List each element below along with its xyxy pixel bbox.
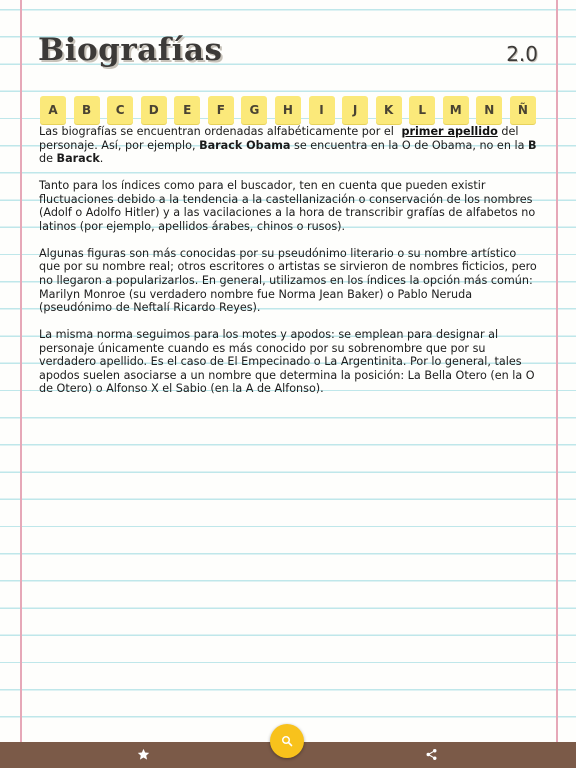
app-title: Biografías bbox=[38, 32, 223, 68]
letter-f[interactable]: F bbox=[208, 96, 234, 124]
text-fragment: de bbox=[39, 152, 57, 166]
bold-letter: B bbox=[528, 138, 537, 152]
letter-c[interactable]: C bbox=[107, 96, 133, 124]
text-fragment: del personaje. Así, por ejemplo, bbox=[39, 125, 519, 152]
search-icon bbox=[281, 732, 293, 751]
text-fragment: Las biografías se encuentran ordenadas alfabéticamente por el bbox=[39, 125, 398, 138]
info-text bbox=[39, 125, 539, 409]
star-icon[interactable] bbox=[137, 748, 150, 765]
letter-d[interactable]: D bbox=[141, 96, 167, 124]
letter-k[interactable]: K bbox=[376, 96, 402, 124]
letter-a[interactable]: A bbox=[40, 96, 66, 124]
letter-e[interactable]: E bbox=[174, 96, 200, 124]
paragraph-nicknames: La misma norma seguimos para los motes y apodos: se emplean para designar al personaje únicamente cuando es más conocido por su sobrenombre que por su verdadero apellido. Es el caso de El Empecinado o La Argentinita. Por lo general, tales apodos suelen asociarse a un nombre que determina la posición: La Bella Otero (en la O de Otero) o Alfonso X el Sabio (en la A de Alfonso). bbox=[39, 328, 535, 396]
letter-enye[interactable]: Ñ bbox=[510, 96, 536, 124]
paragraph-search-note: Tanto para los índices como para el buscador, ten en cuenta que pueden existir fluctuaciones debido a la tendencia a la castellanización o conservación de los nombres (Adolf o Adolfo Hitler) y a las vacilaciones a la hora de transcribir grafías de alfabetos no latinos (por ejemplo, apellidos árabes, chinos o rusos). bbox=[39, 179, 536, 233]
letter-m[interactable]: M bbox=[443, 96, 469, 124]
bold-name: Barack Obama bbox=[199, 138, 291, 152]
letter-i[interactable]: I bbox=[309, 96, 335, 124]
paragraph-pseudonyms: Algunas figuras son más conocidas por su pseudónimo literario o su nombre artístico que por su nombre real; otros escritores o artistas se sirvieron de nombres ficticios, pero no llegaron a popularizarlos. En general, utilizamos en los índices la opción más común: Marilyn Monroe (su verdadero nombre fue Norma Jean Baker) o Pablo Neruda (pseudónimo de Neftalí Ricardo Reyes). bbox=[39, 246, 537, 315]
letter-j[interactable]: J bbox=[342, 96, 368, 124]
paragraph-ordering bbox=[39, 125, 539, 166]
letter-b[interactable]: B bbox=[74, 96, 100, 124]
app-version: 2.0 bbox=[506, 42, 538, 66]
letter-g[interactable]: G bbox=[241, 96, 267, 124]
letter-n[interactable]: N bbox=[476, 96, 502, 124]
bold-name: Barack bbox=[56, 152, 100, 166]
share-icon[interactable] bbox=[425, 748, 438, 765]
text-fragment: se encuentra en la O de Obama, no en la bbox=[290, 138, 528, 152]
text-fragment: . bbox=[99, 152, 104, 166]
letter-l[interactable]: L bbox=[409, 96, 435, 124]
primer-apellido-link[interactable]: primer apellido bbox=[401, 125, 498, 138]
left-margin-line bbox=[20, 0, 22, 742]
letter-h[interactable]: H bbox=[275, 96, 301, 124]
search-button[interactable] bbox=[270, 724, 304, 758]
right-margin-line bbox=[556, 0, 558, 742]
alphabet-index bbox=[40, 96, 536, 124]
